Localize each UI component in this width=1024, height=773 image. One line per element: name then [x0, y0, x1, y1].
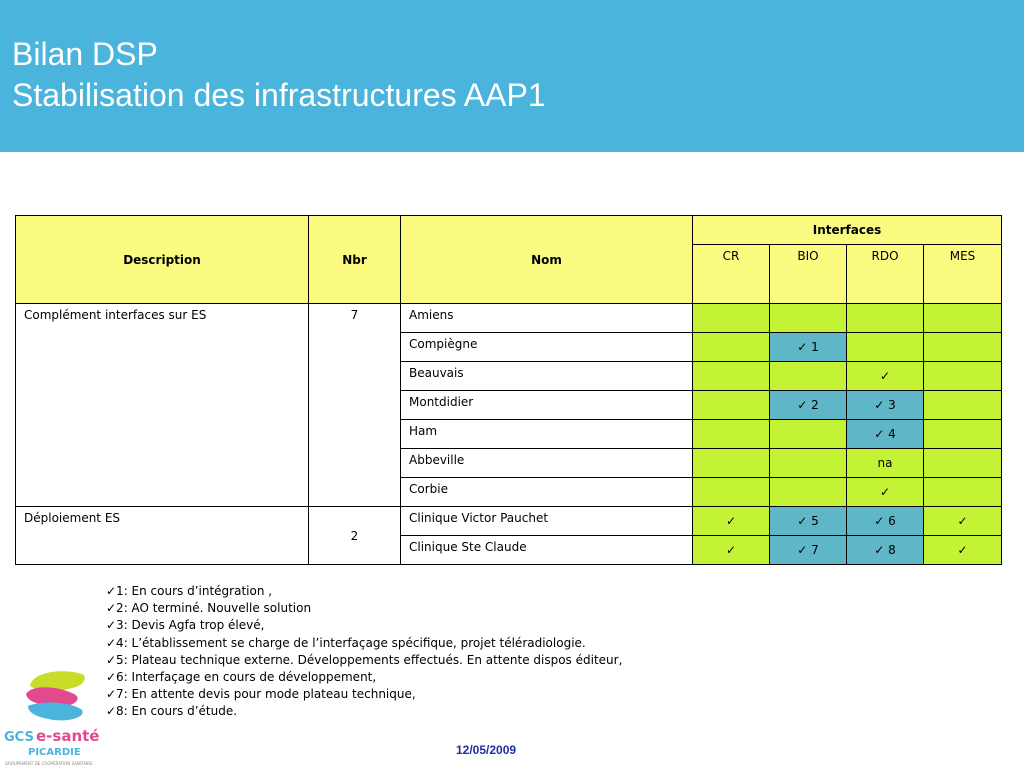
header-bio: BIO	[770, 245, 847, 304]
row-nom: Abbeville	[401, 449, 693, 478]
header-description: Description	[16, 216, 309, 304]
group-description: Complément interfaces sur ES	[16, 304, 309, 507]
row-nom: Ham	[401, 420, 693, 449]
footnote-item: ✓2: AO terminé. Nouvelle solution	[106, 601, 312, 616]
footnote-item: ✓1: En cours d’intégration ,	[106, 584, 273, 598]
cell-cr: ✓	[693, 507, 770, 536]
footnote-item: ✓4: L’établissement se charge de l’interfaçage spécifique, projet téléradiologie.	[106, 635, 586, 650]
cell-rdo: ✓ 6	[847, 507, 924, 536]
cell-mes	[924, 449, 1002, 478]
cell-bio: ✓ 1	[770, 333, 847, 362]
cell-cr	[693, 478, 770, 507]
cell-cr	[693, 449, 770, 478]
cell-bio	[770, 449, 847, 478]
cell-rdo: na	[847, 449, 924, 478]
logo-text-gcs: GCS	[4, 730, 34, 745]
logo-text-picardie: PICARDIE	[28, 747, 81, 758]
footnote-item: ✓5: Plateau technique externe. Développements effectués. En attente dispos éditeur,	[106, 652, 623, 667]
slide-date: 12/05/2009	[456, 743, 517, 757]
cell-mes: ✓	[924, 536, 1002, 565]
cell-cr: ✓	[693, 536, 770, 565]
footnote-item: ✓7: En attente devis pour mode plateau technique,	[106, 687, 416, 702]
title-line-2: Stabilisation des infrastructures AAP1	[12, 77, 546, 113]
group-nbr: 2	[309, 507, 401, 565]
header-nom: Nom	[401, 216, 693, 304]
cell-rdo	[847, 304, 924, 333]
cell-bio	[770, 362, 847, 391]
row-nom: Beauvais	[401, 362, 693, 391]
cell-cr	[693, 304, 770, 333]
cell-cr	[693, 391, 770, 420]
interfaces-table	[15, 215, 1002, 565]
cell-rdo: ✓	[847, 362, 924, 391]
cell-bio: ✓ 5	[770, 507, 847, 536]
cell-mes	[924, 420, 1002, 449]
logo-text-esante: e-santé	[36, 727, 100, 745]
cell-rdo: ✓ 8	[847, 536, 924, 565]
cell-bio	[770, 420, 847, 449]
cell-bio	[770, 478, 847, 507]
title-line-1: Bilan DSP	[12, 36, 158, 72]
header-cr: CR	[693, 245, 770, 304]
cell-rdo: ✓	[847, 478, 924, 507]
cell-cr	[693, 420, 770, 449]
slide-header	[0, 0, 1024, 152]
row-nom: Clinique Victor Pauchet	[401, 507, 693, 536]
cell-bio: ✓ 2	[770, 391, 847, 420]
row-nom: Amiens	[401, 304, 693, 333]
header-rdo: RDO	[847, 245, 924, 304]
cell-rdo: ✓ 3	[847, 391, 924, 420]
cell-bio	[770, 304, 847, 333]
cell-mes	[924, 478, 1002, 507]
table-row	[16, 507, 1002, 536]
row-nom: Montdidier	[401, 391, 693, 420]
table-row	[16, 304, 1002, 333]
row-nom: Compiègne	[401, 333, 693, 362]
cell-mes: ✓	[924, 507, 1002, 536]
footnote-item: ✓8: En cours d’étude.	[106, 704, 238, 719]
cell-mes	[924, 362, 1002, 391]
cell-rdo: ✓ 4	[847, 420, 924, 449]
cell-mes	[924, 391, 1002, 420]
group-description: Déploiement ES	[16, 507, 309, 565]
cell-rdo	[847, 333, 924, 362]
logo-text-gcs-full: GROUPEMENT DE COOPÉRATION SANITAIRE	[5, 761, 93, 766]
logo-graphic	[2, 668, 112, 768]
slide-title	[12, 34, 546, 116]
gcs-esante-logo	[2, 668, 112, 768]
row-nom: Clinique Ste Claude	[401, 536, 693, 565]
cell-cr	[693, 333, 770, 362]
cell-bio: ✓ 7	[770, 536, 847, 565]
header-interfaces: Interfaces	[693, 216, 1002, 245]
cell-cr	[693, 362, 770, 391]
footnote-item: ✓6: Interfaçage en cours de développement,	[106, 670, 377, 685]
footnotes	[106, 583, 622, 721]
cell-mes	[924, 333, 1002, 362]
footnote-item: ✓3: Devis Agfa trop élevé,	[106, 618, 265, 633]
header-mes: MES	[924, 245, 1002, 304]
group-nbr: 7	[309, 304, 401, 507]
header-nbr: Nbr	[309, 216, 401, 304]
row-nom: Corbie	[401, 478, 693, 507]
cell-mes	[924, 304, 1002, 333]
